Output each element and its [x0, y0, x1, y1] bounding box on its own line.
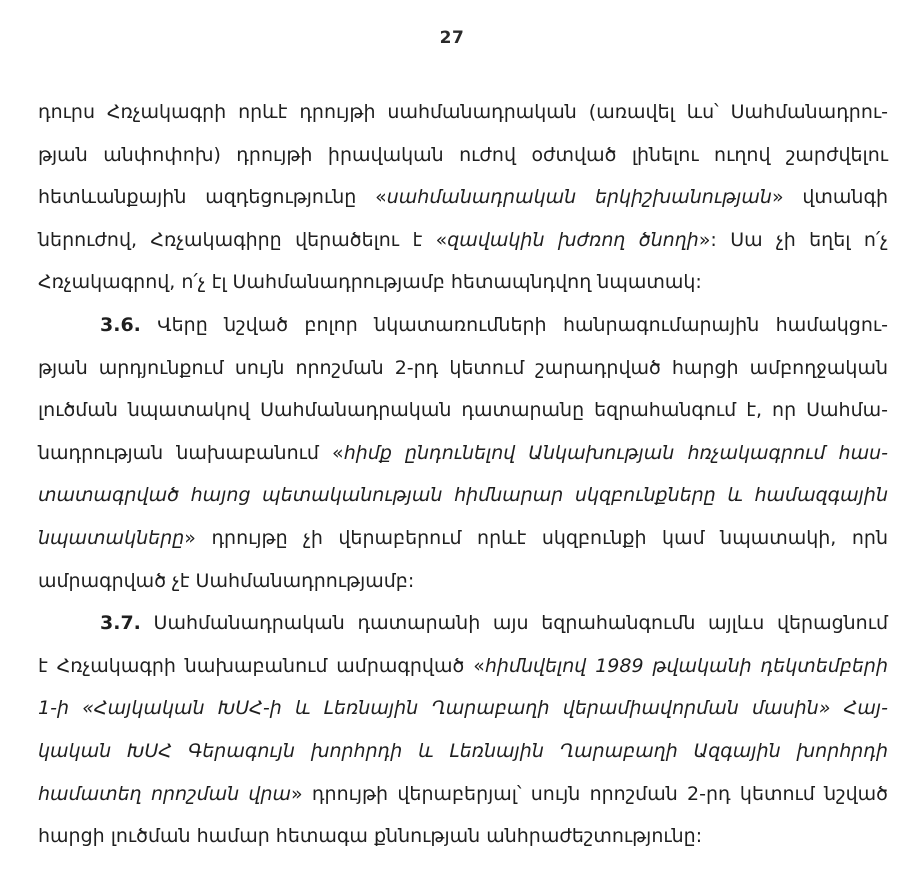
text-line — [38, 773, 888, 816]
text-run: Վերը նշված բոլոր նկատառումների հանրագումարային համակցու- — [140, 313, 888, 336]
text-line — [38, 474, 888, 517]
text-run: հետևանքային ազդեցությունը « — [38, 186, 387, 209]
text-run: սահմանադրական երկիշխանության — [386, 186, 772, 209]
text-run: տատագրված հայոց պետականության հիմնարար սկզբունքները և համազգային — [38, 484, 888, 507]
text-run: Սահմանադրական դատարանի այս եզրահանգումն այլևս վերացնում — [140, 612, 888, 635]
text-run: 3.6. — [100, 313, 141, 336]
text-run: կական ԽՍՀ Գերագույն խորհրդի և Լեռնային Ղարաբաղի Ազգային խորհրդի — [38, 739, 888, 762]
text-line — [38, 91, 888, 134]
text-run: ներուժով, Հռչակագիրը վերածելու է « — [38, 228, 448, 251]
text-run: » վտանգի — [771, 186, 888, 209]
text-run: »: Սա չի եղել ո՛չ — [698, 228, 888, 251]
text-run: նպատակները — [38, 526, 185, 549]
text-run: թյան արդյունքում սույն որոշման 2-րդ կետում շարադրված հարցի ամբողջական — [38, 356, 888, 379]
text-line — [38, 560, 888, 603]
paragraph — [38, 304, 888, 602]
text-run: 1-ի «Հայկական ԽՍՀ-ի և Լեռնային Ղարաբաղի վերամիավորման մասին» Հայ- — [38, 697, 888, 720]
text-run: թյան անփոփոխ) դրույթի իրավական ուժով օժտված լինելու ուղով շարժվելու — [38, 143, 888, 166]
text-line — [38, 645, 888, 688]
text-run: համատեղ որոշման վրա — [38, 782, 292, 805]
text-run: Հռչակագրով, ո՛չ էլ Սահմանադրությամբ հետապնդվող նպատակ: — [38, 271, 702, 294]
text-run: դուրս Հռչակագրի որևէ դրույթի սահմանադրական (առավել ևս՝ Սահմանադրու- — [38, 101, 888, 123]
text-line — [38, 134, 888, 177]
text-line — [38, 304, 888, 347]
text-line — [38, 347, 888, 390]
text-line — [38, 517, 888, 560]
text-line — [38, 219, 888, 262]
paragraph — [38, 602, 888, 858]
text-line — [38, 261, 888, 304]
text-run: է Հռչակագրի նախաբանում ամրագրված « — [38, 654, 485, 677]
text-run: հարցի լուծման համար հետագա քննության անհրաժեշտությունը: — [38, 825, 703, 848]
text-run: նադրության նախաբանում « — [38, 441, 344, 464]
text-line — [38, 730, 888, 773]
text-line — [38, 687, 888, 730]
text-run: ամրագրված չէ Սահմանադրությամբ: — [38, 569, 415, 592]
text-line — [38, 176, 888, 219]
text-line — [38, 815, 888, 858]
document-body — [38, 91, 888, 858]
text-run: հիմնվելով 1989 թվականի դեկտեմբերի — [484, 654, 888, 677]
text-run: լուծման նպատակով Սահմանադրական դատարանը եզրահանգում է, որ Սահմա- — [38, 399, 888, 422]
text-line — [38, 602, 888, 645]
text-run: հիմք ընդունելով Անկախության հռչակագրում հաս- — [343, 441, 888, 464]
text-line — [38, 432, 888, 475]
paragraph — [38, 91, 888, 304]
text-line — [38, 389, 888, 432]
text-run: » դրույթի վերաբերյալ՝ սույն որոշման 2-րդ կետում նշված — [291, 782, 888, 805]
text-run: զավակին խժռող ծնողի — [447, 228, 699, 251]
text-run: 3.7. — [100, 612, 141, 635]
page-number: 27 — [439, 28, 465, 48]
text-run: » դրույթը չի վերաբերում որևէ սկզբունքի կամ նպատակի, որն — [184, 526, 888, 549]
